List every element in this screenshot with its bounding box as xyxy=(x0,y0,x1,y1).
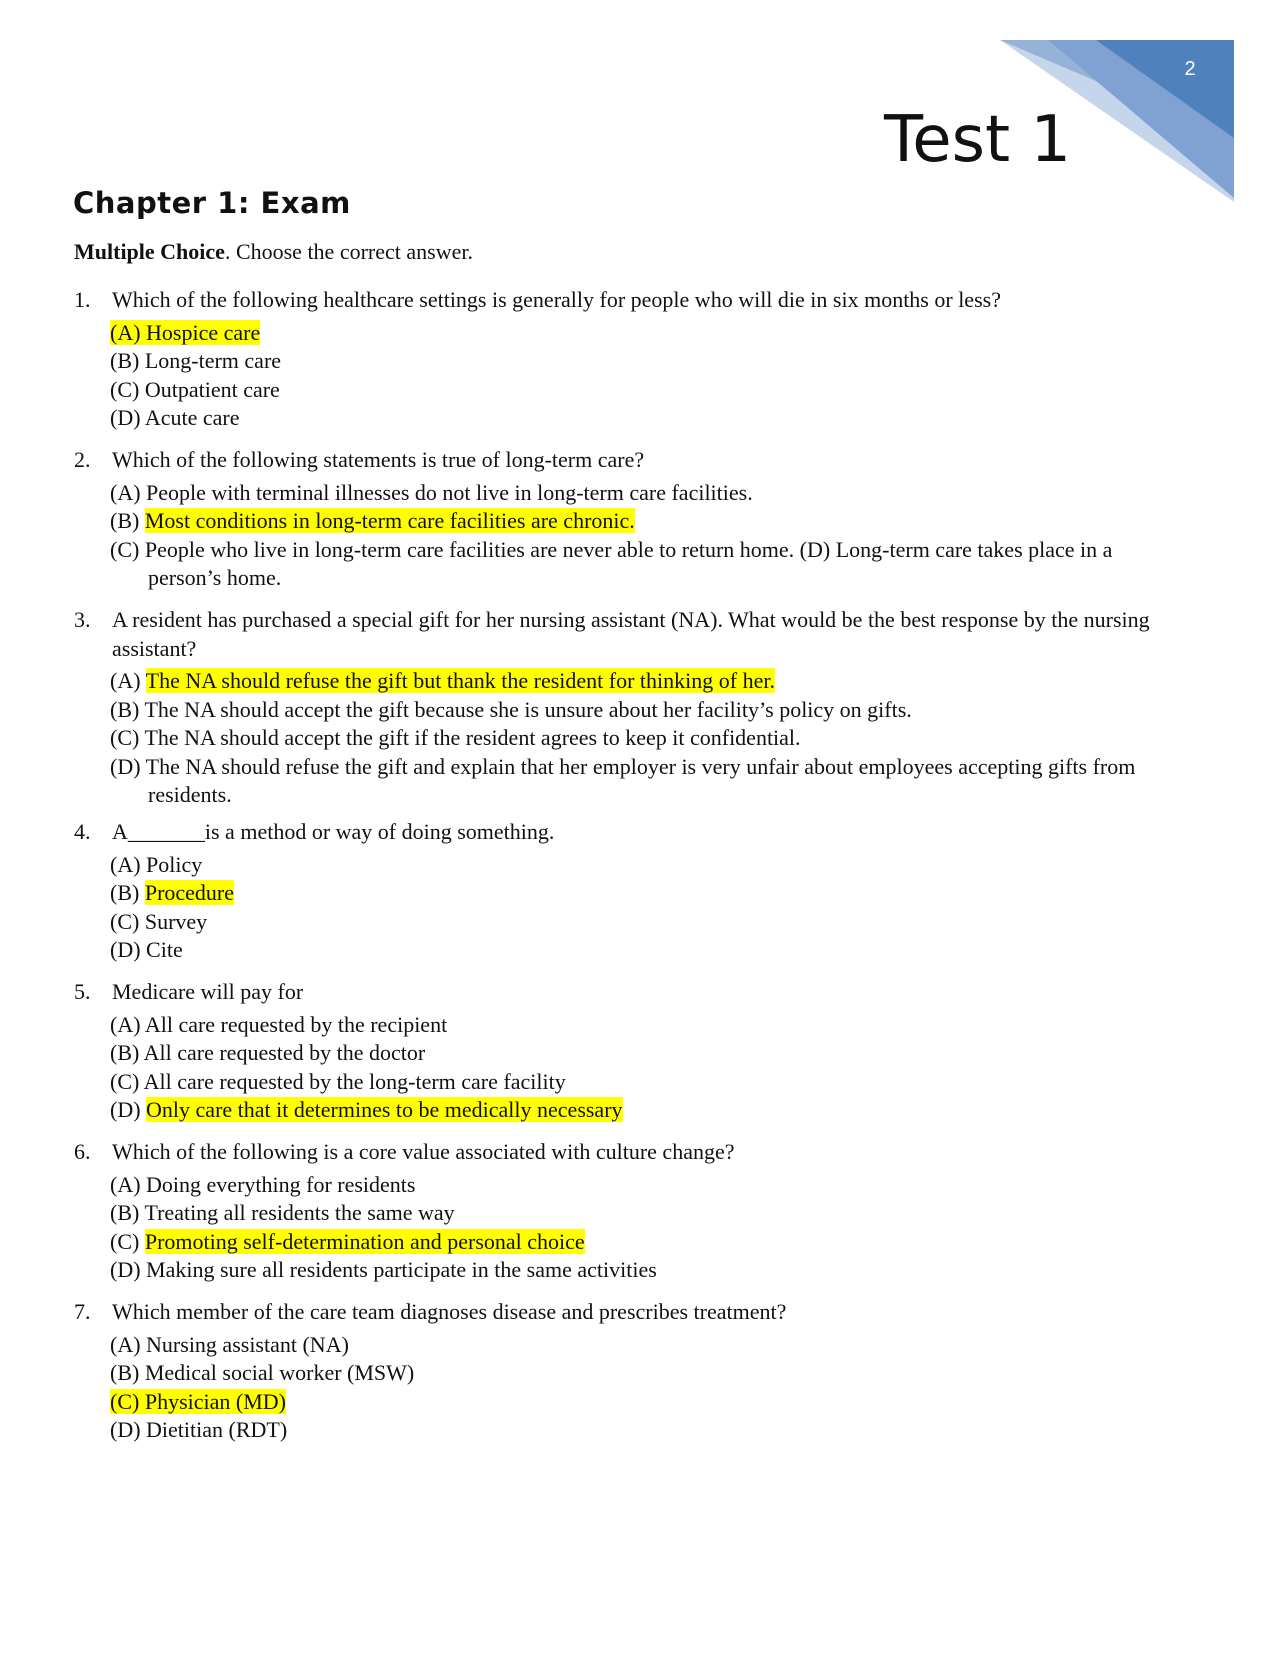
option-list xyxy=(110,1331,1154,1445)
option-letter: (A) xyxy=(110,479,147,505)
option-d xyxy=(110,1416,1154,1445)
option-letter: (D) xyxy=(110,1417,147,1442)
page-number: 2 xyxy=(1184,58,1196,80)
document-title: Test 1 xyxy=(884,103,1072,177)
option-text: All care requested by the long-term care facility xyxy=(143,1068,566,1094)
option-letter: (C) xyxy=(110,1068,144,1094)
option-text: People with terminal illnesses do not live in long-term care facilities. xyxy=(146,479,753,505)
option-text: Making sure all residents participate in the same activities xyxy=(146,1257,657,1282)
option-list xyxy=(110,1171,1154,1285)
option-letter: (A) xyxy=(110,1011,145,1037)
option-text: Procedure xyxy=(144,880,235,905)
instructions-bold: Multiple Choice xyxy=(74,239,225,264)
option-text: All care requested by the recipient xyxy=(144,1011,448,1037)
question-2 xyxy=(74,446,1154,593)
option-d xyxy=(110,1256,1154,1285)
question-3 xyxy=(74,606,1154,810)
option-text: Dietitian (RDT) xyxy=(146,1417,288,1442)
option-letter: (B) xyxy=(110,696,145,722)
option-letter: (B) xyxy=(110,508,145,533)
option-b xyxy=(110,696,1154,725)
question-text: Which of the following healthcare settings is generally for people who will die in six months or less? xyxy=(112,287,1001,312)
question-number: 7. xyxy=(74,1299,91,1324)
option-letter: (D) xyxy=(110,1097,147,1122)
option-letter: (A) xyxy=(110,1171,147,1197)
option-letter: (D) xyxy=(110,753,146,779)
option-b xyxy=(110,507,1154,536)
option-list xyxy=(110,667,1154,810)
option-letter: (A) xyxy=(110,319,147,345)
option-text: All care requested by the doctor xyxy=(143,1040,426,1065)
option-text: The NA should accept the gift because she is unsure about her facility’s policy on gifts. xyxy=(144,696,912,722)
option-c xyxy=(110,376,1154,405)
option-letter: (C) xyxy=(110,725,145,750)
option-letter: (A) xyxy=(110,851,147,877)
option-letter: (C) xyxy=(110,1228,145,1254)
option-text: Long-term care xyxy=(144,348,282,373)
question-number: 4. xyxy=(74,819,91,844)
question-number: 1. xyxy=(74,287,91,312)
option-text: Policy xyxy=(146,851,203,877)
instructions xyxy=(74,238,473,266)
option-c xyxy=(110,724,1154,753)
option-letter: (B) xyxy=(110,1040,144,1065)
option-text: The NA should accept the gift if the resident agrees to keep it confidential. xyxy=(144,725,801,750)
question-1 xyxy=(74,286,1154,433)
option-b xyxy=(110,1039,1154,1068)
option-text: Most conditions in long-term care facilities are chronic. xyxy=(144,508,635,533)
option-a xyxy=(110,1331,1154,1360)
option-text: The NA should refuse the gift but thank the resident for thinking of her. xyxy=(145,668,775,693)
option-list xyxy=(110,319,1154,433)
option-list xyxy=(110,851,1154,965)
option-d xyxy=(110,936,1154,965)
option-d xyxy=(110,1096,1154,1125)
option-text: Nursing assistant (NA) xyxy=(146,1331,349,1357)
option-text: Survey xyxy=(144,908,208,934)
instructions-text: . Choose the correct answer. xyxy=(224,239,473,264)
question-5 xyxy=(74,978,1154,1125)
option-c xyxy=(110,908,1154,937)
option-a xyxy=(110,1011,1154,1040)
option-letter: (A) xyxy=(110,668,146,693)
option-list xyxy=(110,1011,1154,1125)
option-text: Physician (MD) xyxy=(144,1388,286,1414)
option-letter: (D) xyxy=(110,937,147,962)
option-d xyxy=(110,404,1154,433)
option-c xyxy=(110,536,1154,593)
option-list xyxy=(110,479,1154,593)
option-letter: (D) xyxy=(110,1257,147,1282)
option-letter: (C) xyxy=(110,1388,145,1414)
option-letter: (C) xyxy=(110,536,145,562)
option-c xyxy=(110,1388,1154,1417)
option-text: People who live in long-term care facilities are never able to return home. (D) Long-term care takes place in a person’s home. xyxy=(144,536,1113,590)
question-number: 5. xyxy=(74,979,91,1004)
question-4 xyxy=(74,818,1154,965)
option-text: Outpatient care xyxy=(144,376,280,402)
option-b xyxy=(110,1199,1154,1228)
option-text: Medical social worker (MSW) xyxy=(144,1360,415,1385)
option-text: Only care that it determines to be medically necessary xyxy=(146,1097,623,1122)
option-d xyxy=(110,753,1154,810)
question-text: A resident has purchased a special gift for her nursing assistant (NA). What would be the best response by the nursing assistant? xyxy=(112,607,1150,661)
option-text: The NA should refuse the gift and explain that her employer is very unfair about employees accepting gifts from residents. xyxy=(145,753,1136,807)
option-letter: (B) xyxy=(110,880,145,905)
option-letter: (B) xyxy=(110,1360,145,1385)
question-7 xyxy=(74,1298,1154,1445)
option-b xyxy=(110,879,1154,908)
option-a xyxy=(110,479,1154,508)
option-a xyxy=(110,1171,1154,1200)
option-a xyxy=(110,851,1154,880)
option-text: Doing everything for residents xyxy=(146,1171,416,1197)
chapter-title: Chapter 1: Exam xyxy=(73,186,351,220)
option-text: Promoting self-determination and personal choice xyxy=(144,1228,585,1254)
question-text: Which member of the care team diagnoses disease and prescribes treatment? xyxy=(112,1299,787,1324)
option-text: Acute care xyxy=(144,405,240,430)
option-letter: (B) xyxy=(110,348,145,373)
question-text: Medicare will pay for xyxy=(112,979,304,1004)
question-text: A_______is a method or way of doing something. xyxy=(112,819,555,844)
option-text: Cite xyxy=(146,937,183,962)
question-6 xyxy=(74,1138,1154,1285)
question-number: 6. xyxy=(74,1139,91,1164)
option-text: Treating all residents the same way xyxy=(144,1200,455,1225)
option-c xyxy=(110,1068,1154,1097)
question-text: Which of the following is a core value associated with culture change? xyxy=(112,1139,735,1164)
question-text: Which of the following statements is true of long-term care? xyxy=(112,447,645,472)
option-letter: (D) xyxy=(110,405,145,430)
option-letter: (C) xyxy=(110,908,145,934)
option-text: Hospice care xyxy=(146,319,261,345)
option-letter: (C) xyxy=(110,376,145,402)
question-number: 3. xyxy=(74,607,91,632)
option-c xyxy=(110,1228,1154,1257)
option-b xyxy=(110,347,1154,376)
option-a xyxy=(110,667,1154,696)
question-number: 2. xyxy=(74,447,91,472)
option-b xyxy=(110,1359,1154,1388)
option-a xyxy=(110,319,1154,348)
option-letter: (B) xyxy=(110,1200,145,1225)
option-letter: (A) xyxy=(110,1331,147,1357)
